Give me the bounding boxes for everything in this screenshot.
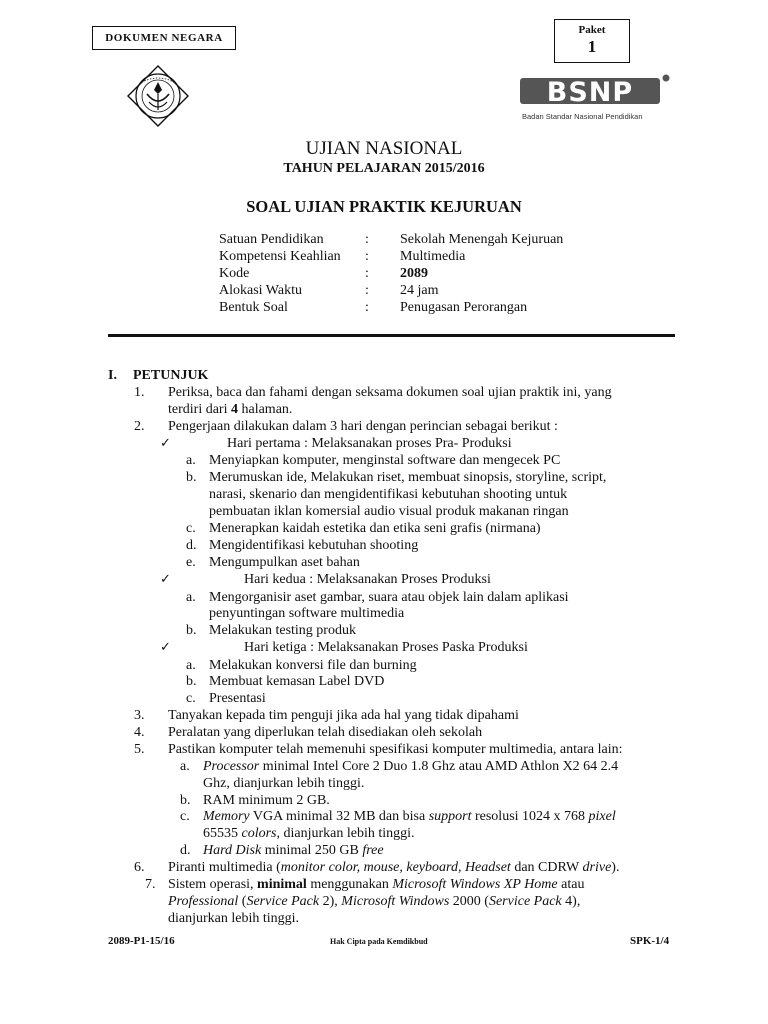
bsnp-logo-text: BSNP [546, 77, 634, 106]
list-text: Sistem operasi, minimal menggunakan Microsoft Windows XP Home atau [168, 877, 585, 892]
sub-text: pembuatan iklan komersial audio visual produk makanan ringan [209, 504, 569, 519]
sub-text: Processor minimal Intel Core 2 Duo 1.8 Ghz atau AMD Athlon X2 64 2.4 [203, 759, 619, 774]
info-row [219, 249, 639, 266]
list-text: Pastikan komputer telah memenuhi spesifikasi komputer multimedia, antara lain: [168, 742, 623, 757]
list-number: 3. [134, 708, 145, 723]
exam-info-table [219, 232, 639, 317]
sub-text: RAM minimum 2 GB. [203, 793, 330, 808]
info-value: 2089 [400, 266, 428, 281]
sub-letter: d. [180, 843, 191, 858]
info-sep: : [365, 249, 369, 264]
sub-letter: b. [186, 470, 197, 485]
info-key: Kompetensi Keahlian [219, 249, 341, 264]
info-row [219, 283, 639, 300]
info-value: Penugasan Perorangan [400, 300, 528, 315]
sub-text: Menerapkan kaidah estetika dan etika seni grafis (nirmana) [209, 521, 541, 536]
sub-letter: a. [186, 658, 196, 673]
section-title: PETUNJUK [133, 368, 209, 383]
list-text: Piranti multimedia (monitor color, mouse, keyboard, Headset dan CDRW drive). [168, 860, 620, 875]
info-sep: : [365, 283, 369, 298]
info-key: Satuan Pendidikan [219, 232, 324, 247]
sub-letter: c. [180, 809, 190, 824]
sub-letter: e. [186, 555, 196, 570]
sub-text: Ghz, dianjurkan lebih tinggi. [203, 776, 365, 791]
sub-letter: b. [180, 793, 191, 808]
horizontal-rule [108, 334, 675, 337]
list-number: 4. [134, 725, 145, 740]
list-number: 5. [134, 742, 145, 757]
list-text: Professional (Service Pack 2), Microsoft Windows 2000 (Service Pack 4), [168, 894, 581, 909]
sub-text: Menyiapkan komputer, menginstal software dan mengecek PC [209, 453, 561, 468]
paket-box [554, 19, 630, 63]
document-classification-box [92, 26, 236, 50]
list-number: 1. [134, 385, 145, 400]
list-text: dianjurkan lebih tinggi. [168, 911, 300, 926]
sub-text: Hard Disk minimal 250 GB free [203, 843, 384, 858]
document-classification-label: DOKUMEN NEGARA [105, 32, 223, 44]
sub-text: Melakukan konversi file dan burning [209, 658, 417, 673]
info-value: 24 jam [400, 283, 439, 298]
sub-text: Membuat kemasan Label DVD [209, 674, 385, 689]
sub-letter: c. [186, 521, 196, 536]
list-text: terdiri dari 4 halaman. [168, 402, 293, 417]
info-value: Multimedia [400, 249, 466, 264]
info-key: Kode [219, 266, 250, 281]
info-value: Sekolah Menengah Kejuruan [400, 232, 564, 247]
tut-wuri-handayani-logo [125, 64, 191, 128]
info-row [219, 232, 639, 249]
info-key: Bentuk Soal [219, 300, 288, 315]
checkmark-icon: ✓ [160, 436, 171, 451]
sub-text: Presentasi [209, 691, 266, 706]
sub-text: penyuntingan software multimedia [209, 606, 405, 621]
sub-text: Memory VGA minimal 32 MB dan bisa support resolusi 1024 x 768 pixel [203, 809, 616, 824]
list-number: 7. [145, 877, 156, 892]
list-text: Periksa, baca dan fahami dengan seksama dokumen soal ujian praktik ini, yang [168, 385, 612, 400]
list-text: Peralatan yang diperlukan telah disediakan oleh sekolah [168, 725, 483, 740]
sub-letter: b. [186, 623, 197, 638]
list-number: 6. [134, 860, 145, 875]
day-heading: Hari ketiga : Melaksanakan Proses Paska Produksi [244, 640, 528, 655]
day-heading: Hari kedua : Melaksanakan Proses Produksi [244, 572, 491, 587]
info-row [219, 266, 639, 283]
checkmark-icon: ✓ [160, 640, 171, 655]
sub-text: 65535 colors, dianjurkan lebih tinggi. [203, 826, 415, 841]
checkmark-icon: ✓ [160, 572, 171, 587]
sub-letter: a. [186, 590, 196, 605]
sub-letter: b. [186, 674, 197, 689]
footer-code: 2089-P1-15/16 [108, 935, 175, 947]
footer-copyright: Hak Cipta pada Kemdikbud [330, 937, 428, 946]
sub-letter: a. [180, 759, 190, 774]
info-key: Alokasi Waktu [219, 283, 302, 298]
sub-text: Mengidentifikasi kebutuhan shooting [209, 538, 419, 553]
info-row [219, 300, 639, 317]
info-sep: : [365, 300, 369, 315]
sub-text: Mengorganisir aset gambar, suara atau objek lain dalam aplikasi [209, 590, 569, 605]
sub-letter: a. [186, 453, 196, 468]
list-number: 2. [134, 419, 145, 434]
sub-letter: d. [186, 538, 197, 553]
main-title: UJIAN NASIONAL [305, 138, 463, 159]
bsnp-logo [520, 72, 672, 122]
year-title: TAHUN PELAJARAN 2015/2016 [283, 161, 485, 176]
list-text: Pengerjaan dilakukan dalam 3 hari dengan perincian sebagai berikut : [168, 419, 558, 434]
section-number: I. [108, 368, 117, 383]
paket-number: 1 [587, 37, 597, 56]
bsnp-caption: Badan Standar Nasional Pendidikan [522, 112, 643, 121]
paket-label: Paket [578, 24, 606, 36]
sub-letter: c. [186, 691, 196, 706]
info-sep: : [365, 232, 369, 247]
sub-text: Melakukan testing produk [209, 623, 356, 638]
footer-page: SPK-1/4 [630, 935, 670, 947]
sub-text: Merumuskan ide, Melakukan riset, membuat sinopsis, storyline, script, [209, 470, 607, 485]
info-sep: : [365, 266, 369, 281]
sub-text: narasi, skenario dan mengidentifikasi kebutuhan shooting untuk [209, 487, 568, 502]
list-text: Tanyakan kepada tim penguji jika ada hal yang tidak dipahami [168, 708, 519, 723]
sub-text: Mengumpulkan aset bahan [209, 555, 360, 570]
subject-title: SOAL UJIAN PRAKTIK KEJURUAN [246, 197, 522, 216]
day-heading: Hari pertama : Melaksanakan proses Pra- Produksi [227, 436, 512, 451]
